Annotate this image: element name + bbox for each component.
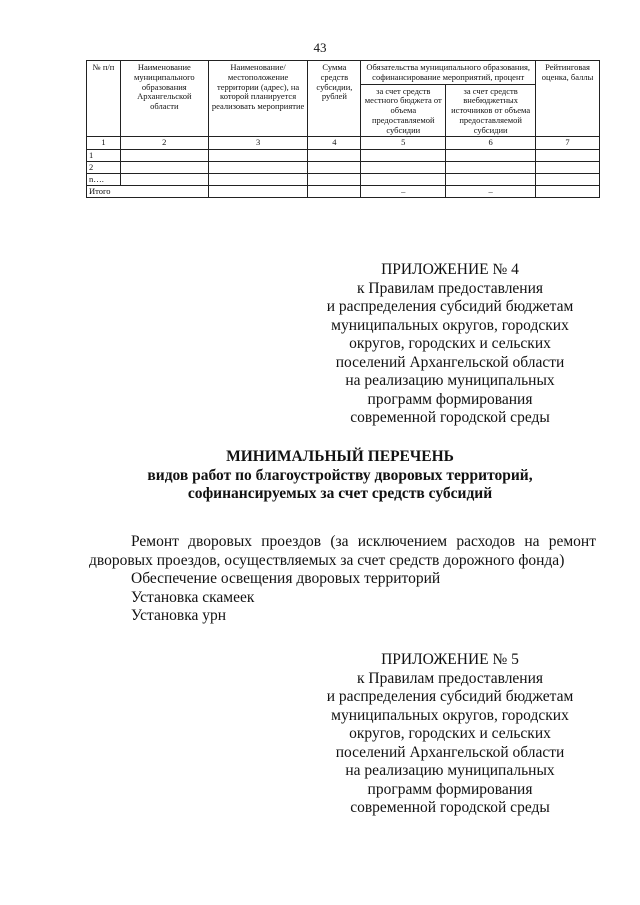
header-local-budget: за счет средств местного бюджета от объема предоставляемой субсидии	[361, 84, 446, 137]
appendix-4-line: и распределения субсидий бюджетам	[326, 298, 574, 315]
row-index: n….	[87, 174, 121, 186]
header-location: Наименование/ местоположение территории (адрес), на которой планируется реализовать мероприятие	[208, 61, 308, 137]
total-extra: –	[446, 186, 536, 198]
header-obligations: Обязательства муниципального образования, софинансирование мероприятий, процент	[361, 61, 536, 85]
page-number: 43	[313, 40, 327, 55]
list-item-bins: Установка урн	[131, 607, 227, 624]
title-line-2: видов работ по благоустройству дворовых территорий,	[147, 466, 533, 484]
appendix-5-header	[300, 651, 600, 818]
col-number-7: 7	[536, 137, 600, 150]
table-total-row	[87, 186, 600, 198]
list-item-lighting: Обеспечение освещения дворовых территорий	[131, 570, 441, 587]
appendix-4-line: программ формирования	[367, 390, 533, 408]
table-row	[87, 174, 600, 186]
appendix-4-line: современной городской среды	[350, 409, 550, 426]
total-label: Итого	[87, 186, 209, 198]
appendix-5-line: на реализацию муниципальных	[345, 762, 555, 779]
appendix-5-line: муниципальных округов, городских	[331, 706, 569, 724]
col-number-4: 4	[308, 137, 361, 150]
row-index: 1	[87, 150, 121, 162]
header-rating: Рейтинговая оценка, баллы	[536, 61, 600, 137]
col-number-3: 3	[208, 137, 308, 150]
table-row	[87, 162, 600, 174]
col-number-6: 6	[446, 137, 536, 150]
works-list	[89, 533, 596, 626]
appendix-5-line: к Правилам предоставления	[356, 669, 544, 687]
appendix-5-line: современной городской среды	[350, 799, 550, 816]
list-item-benches: Установка скамеек	[131, 588, 255, 606]
document-title	[60, 448, 620, 504]
col-number-2: 2	[120, 137, 208, 150]
col-number-1: 1	[87, 137, 121, 150]
appendix-4-line: к Правилам предоставления	[356, 279, 544, 297]
appendix-5-line: поселений Архангельской области	[335, 743, 565, 761]
appendix-4-line: муниципальных округов, городских	[331, 316, 569, 334]
appendix-5-line: программ формирования	[367, 780, 533, 798]
appendix-4-line: округов, городских и сельских	[349, 335, 551, 352]
appendix-4-header	[300, 261, 600, 428]
appendix-5-line: округов, городских и сельских	[349, 725, 551, 742]
header-extrabudget: за счет средств внебюджетных источников от объема предоставляемой субсидии	[446, 84, 536, 137]
title-line-1: МИНИМАЛЬНЫЙ ПЕРЕЧЕНЬ	[226, 448, 454, 465]
subsidy-rating-table	[86, 60, 600, 198]
col-number-5: 5	[361, 137, 446, 150]
title-line-3: софинансируемых за счет средств субсидий	[187, 485, 493, 502]
header-num: № п/п	[87, 61, 121, 137]
list-item-road-repair: Ремонт дворовых проездов (за исключением расходов на ремонт дворовых проездов, осуществляемых за счет средств дорожного фонда)	[89, 533, 596, 569]
header-municipality: Наименование муниципального образования Архангельской области	[120, 61, 208, 137]
appendix-4-line: на реализацию муниципальных	[345, 372, 555, 389]
appendix-4-line: поселений Архангельской области	[335, 353, 565, 371]
row-index: 2	[87, 162, 121, 174]
appendix-5-title: ПРИЛОЖЕНИЕ № 5	[381, 651, 519, 668]
table-row	[87, 150, 600, 162]
header-sum: Сумма средств субсидии, рублей	[308, 61, 361, 137]
appendix-4-title: ПРИЛОЖЕНИЕ № 4	[381, 261, 519, 278]
appendix-5-line: и распределения субсидий бюджетам	[326, 688, 574, 705]
total-local: –	[361, 186, 446, 198]
